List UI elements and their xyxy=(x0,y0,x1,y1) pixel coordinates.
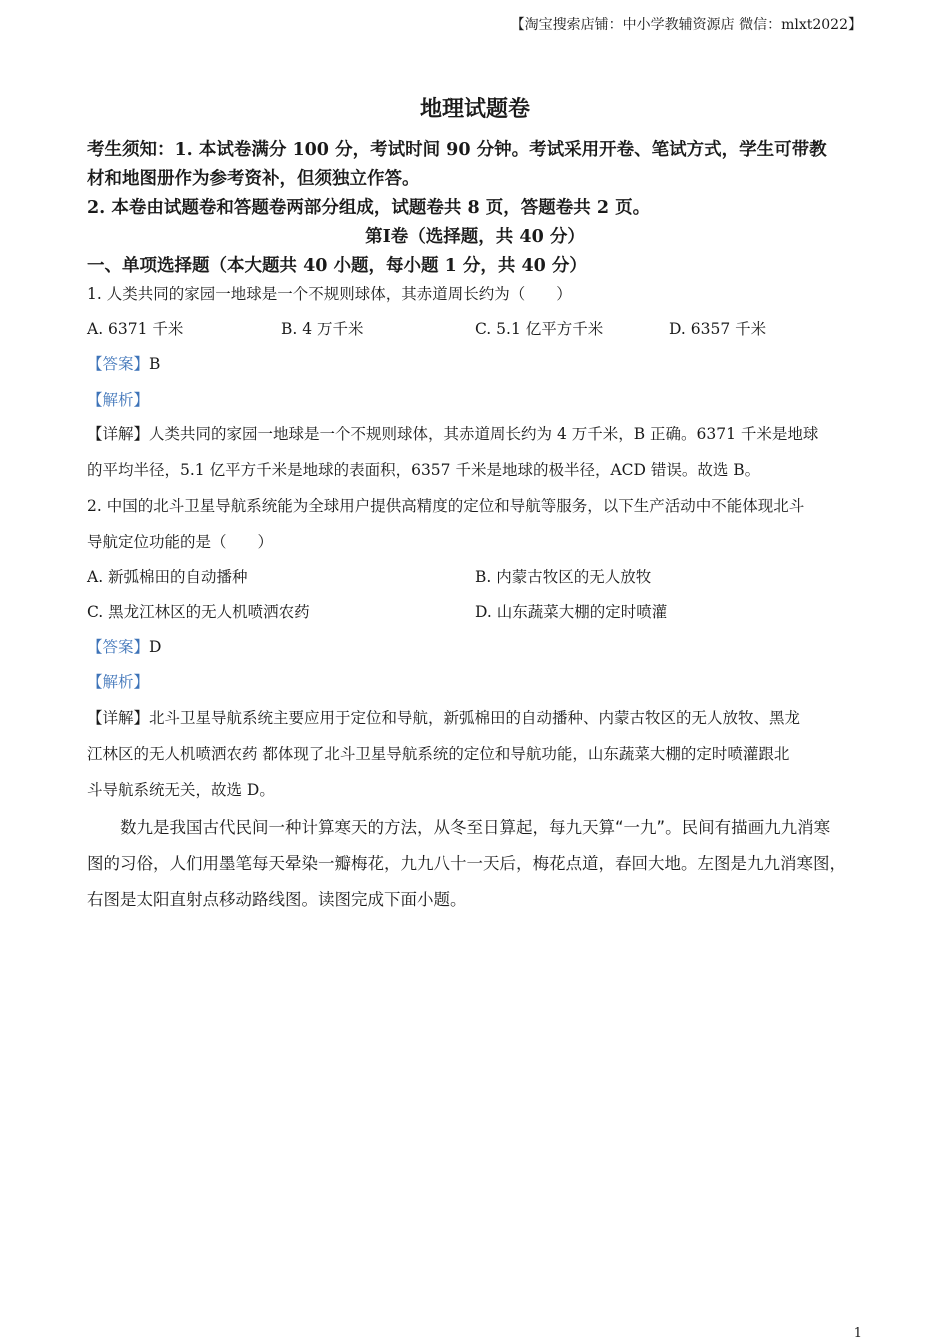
q1-answer xyxy=(87,352,160,374)
q2-option-b: B. 内蒙古牧区的无人放牧 xyxy=(475,568,652,586)
q1-option-c: C. 5.1 亿平方千米 xyxy=(475,320,604,338)
detail-label: 【详解】 xyxy=(87,425,150,443)
q1-answer-value: B xyxy=(149,355,161,373)
section-title: 第Ⅰ卷（选择题，共 40 分） xyxy=(365,227,585,247)
q2-detail-line-3: 斗导航系统无关，故选 D。 xyxy=(87,781,275,799)
passage-line-1: 数九是我国古代民间一种计算寒天的方法，从冬至日算起，每九天算“一九”。民间有描画九九消寒 xyxy=(120,818,831,837)
answer-label: 【答案】 xyxy=(87,355,150,373)
q1-analysis-label: 【解析】 xyxy=(87,391,150,409)
q1-detail-line-1 xyxy=(87,422,818,444)
q1-option-a: A. 6371 千米 xyxy=(87,320,184,338)
q2-option-c: C. 黑龙江林区的无人机喷洒农药 xyxy=(87,603,310,621)
detail-label: 【详解】 xyxy=(87,709,150,727)
part-title: 一、单项选择题（本大题共 40 小题，每小题 1 分，共 40 分） xyxy=(87,256,587,276)
passage-line-3: 右图是太阳直射点移动路线图。读图完成下面小题。 xyxy=(87,890,467,909)
q2-stem-line-2: 导航定位功能的是（ ） xyxy=(87,533,274,551)
q2-analysis-label: 【解析】 xyxy=(87,673,150,691)
q2-answer xyxy=(87,635,161,657)
q2-detail-line-2: 江林区的无人机喷洒农药 都体现了北斗卫星导航系统的定位和导航功能，山东蔬菜大棚的定时喷灌跟北 xyxy=(87,745,790,763)
q1-option-d: D. 6357 千米 xyxy=(669,320,767,338)
q2-detail-line-1 xyxy=(87,706,800,728)
notice-line-1: 考生须知：1. 本试卷满分 100 分，考试时间 90 分钟。考试采用开卷、笔试方式，学生可带教 xyxy=(87,140,827,160)
q1-detail-text-1: 人类共同的家园一地球是一个不规则球体，其赤道周长约为 4 万千米，B 正确。6371 千米是地球 xyxy=(149,425,819,443)
notice-line-2: 材和地图册作为参考资补，但须独立作答。 xyxy=(87,169,420,189)
q2-detail-text-1: 北斗卫星导航系统主要应用于定位和导航，新弧棉田的自动播种、内蒙古牧区的无人放牧、黑龙 xyxy=(149,709,801,727)
q2-stem-line-1: 2. 中国的北斗卫星导航系统能为全球用户提供高精度的定位和导航等服务，以下生产活动中不能体现北斗 xyxy=(87,497,805,515)
page-header: 【淘宝搜索店铺：中小学教辅资源店 微信：mlxt2022】 xyxy=(510,17,862,33)
q1-stem: 1. 人类共同的家园一地球是一个不规则球体，其赤道周长约为（ ） xyxy=(87,285,572,303)
q1-option-b: B. 4 万千米 xyxy=(281,320,364,338)
passage-line-2: 图的习俗，人们用墨笔每天晕染一瓣梅花，九九八十一天后，梅花点道，春回大地。左图是九九消寒图， xyxy=(87,854,846,873)
page-title: 地理试题卷 xyxy=(419,96,530,122)
q2-option-a: A. 新弧棉田的自动播种 xyxy=(87,568,248,586)
notice-line-3: 2. 本卷由试题卷和答题卷两部分组成，试题卷共 8 页，答题卷共 2 页。 xyxy=(87,198,651,218)
answer-label: 【答案】 xyxy=(87,638,150,656)
q1-detail-line-2: 的平均半径，5.1 亿平方千米是地球的表面积，6357 千米是地球的极半径，ACD 错误。故选 B。 xyxy=(87,461,761,479)
q2-option-d: D. 山东蔬菜大棚的定时喷灌 xyxy=(475,603,668,621)
page-number: 1 xyxy=(853,1326,862,1341)
q2-answer-value: D xyxy=(149,638,162,656)
